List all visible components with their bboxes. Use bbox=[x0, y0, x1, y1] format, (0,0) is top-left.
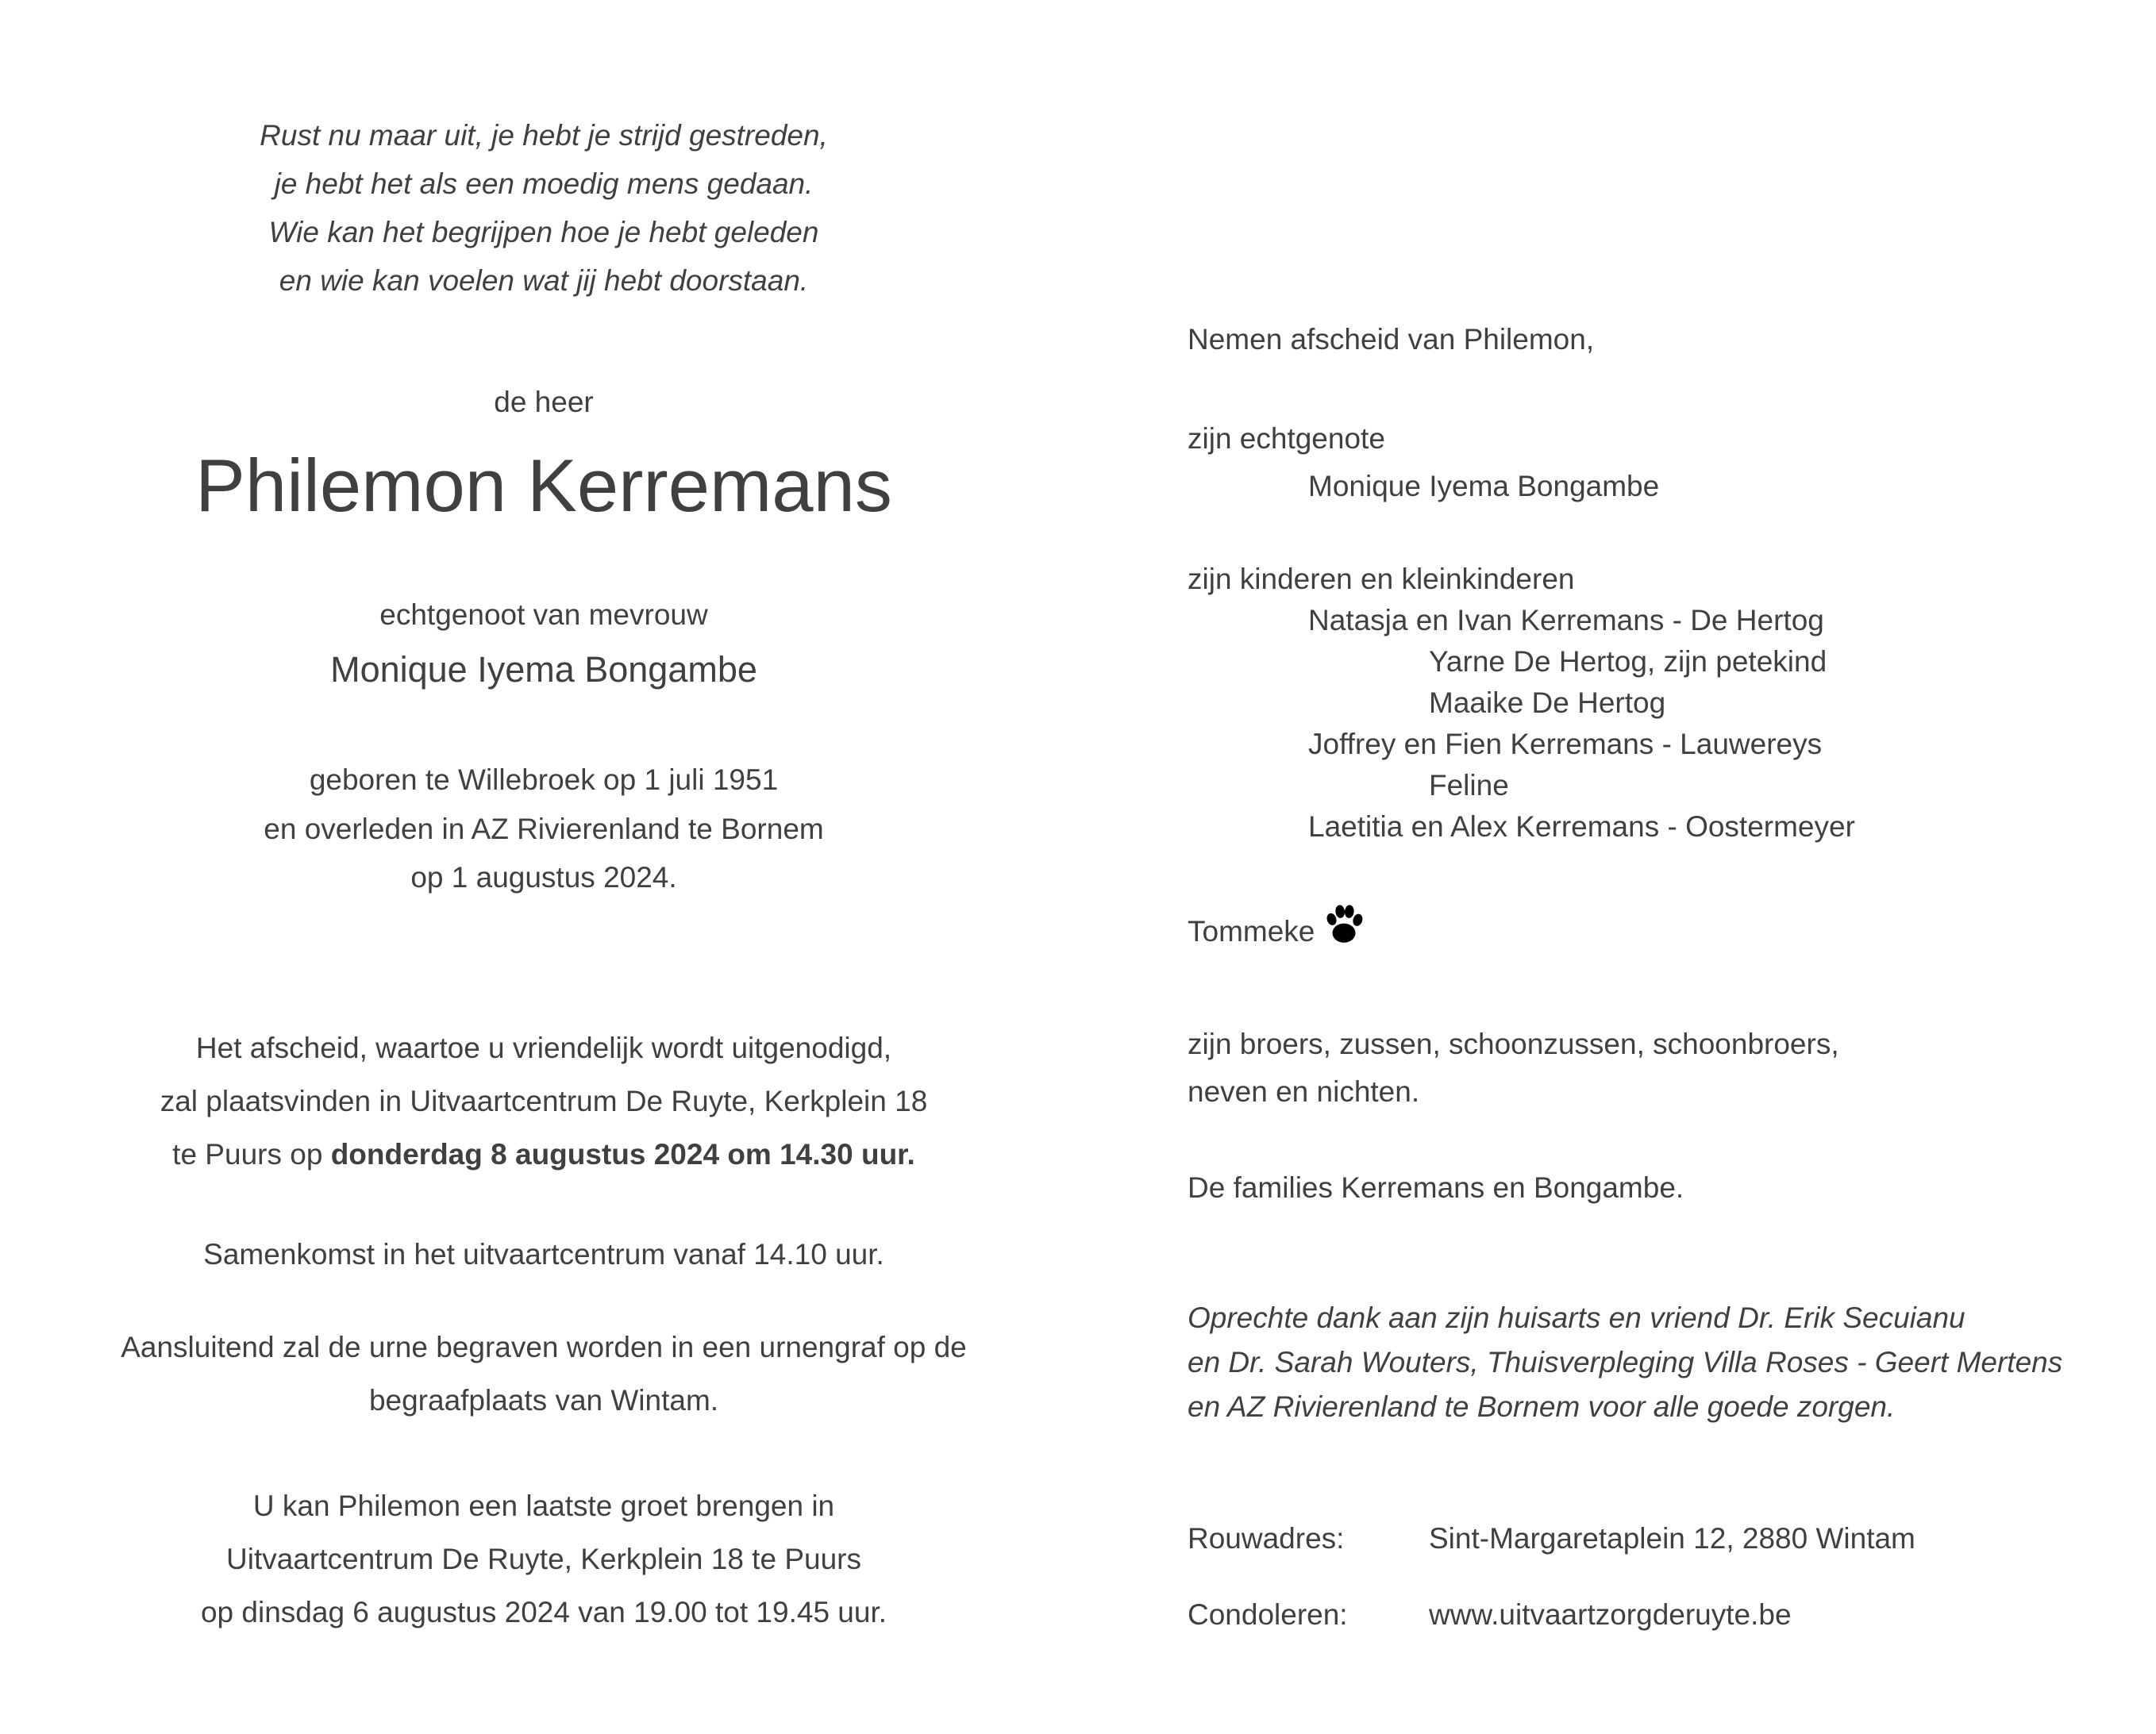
child-1: Natasja en Ivan Kerremans - De Hertog bbox=[1308, 604, 1824, 636]
child-2: Joffrey en Fien Kerremans - Lauwereys bbox=[1308, 728, 1823, 760]
grandchild-1: Yarne De Hertog, zijn petekind bbox=[1429, 645, 1827, 678]
thanks-line-1: Oprechte dank aan zijn huisarts en vriend Dr. Erik Secuianu bbox=[1188, 1301, 1965, 1334]
ceremony-line-3-prefix: te Puurs op bbox=[172, 1138, 331, 1171]
death-line: en overleden in AZ Rivierenland te Bornem bbox=[264, 813, 824, 845]
siblings-line-1: zijn broers, zussen, schoonzussen, schoonbroers, bbox=[1188, 1028, 1839, 1060]
condolence-website: www.uitvaartzorgderuyte.be bbox=[1429, 1598, 1792, 1631]
paw-icon bbox=[1321, 903, 1367, 956]
poem-line-1: Rust nu maar uit, je hebt je strijd gestreden, bbox=[260, 119, 828, 152]
gathering-line: Samenkomst in het uitvaartcentrum vanaf 14.10 uur. bbox=[203, 1238, 884, 1271]
burial-line-1: Aansluitend zal de urne begraven worden in een urnengraf op de bbox=[121, 1331, 967, 1363]
grandchild-2: Maaike De Hertog bbox=[1429, 686, 1666, 719]
honorific: de heer bbox=[494, 386, 594, 418]
children-label: zijn kinderen en kleinkinderen bbox=[1188, 563, 1575, 595]
mourners-intro: Nemen afscheid van Philemon, bbox=[1188, 323, 1595, 356]
families-line: De families Kerremans en Bongambe. bbox=[1188, 1171, 1684, 1204]
child-3: Laetitia en Alex Kerremans - Oostermeyer bbox=[1308, 810, 1855, 843]
ceremony-line-1: Het afscheid, waartoe u vriendelijk wordt uitgenodigd, bbox=[195, 1032, 892, 1064]
visit-line-3: op dinsdag 6 augustus 2024 van 19.00 tot 19.45 uur. bbox=[200, 1596, 887, 1628]
poem-line-3: Wie kan het begrijpen hoe je hebt geleden bbox=[268, 216, 819, 248]
grandchild-3: Feline bbox=[1429, 769, 1509, 802]
condolence-label: Condoleren: bbox=[1188, 1598, 1348, 1631]
address-label: Rouwadres: bbox=[1188, 1522, 1345, 1555]
thanks-line-3: en AZ Rivierenland te Bornem voor alle goede zorgen. bbox=[1188, 1390, 1896, 1423]
spouse-name: Monique Iyema Bongambe bbox=[330, 649, 757, 690]
thanks-line-2: en Dr. Sarah Wouters, Thuisverpleging Villa Roses - Geert Mertens bbox=[1188, 1346, 2063, 1378]
ceremony-datetime: donderdag 8 augustus 2024 om 14.30 uur. bbox=[330, 1138, 915, 1171]
pet-name: Tommeke bbox=[1188, 915, 1315, 948]
spouse-intro: echtgenoot van mevrouw bbox=[379, 598, 708, 631]
poem-line-4: en wie kan voelen wat jij hebt doorstaan. bbox=[279, 264, 809, 297]
pet-line bbox=[1188, 903, 1367, 956]
visit-line-1: U kan Philemon een laatste groet brengen in bbox=[252, 1490, 835, 1522]
mourner-spouse: Monique Iyema Bongambe bbox=[1308, 470, 1660, 502]
burial-line-2: begraafplaats van Wintam. bbox=[368, 1384, 719, 1417]
poem-line-2: je hebt het als een moedig mens gedaan. bbox=[274, 167, 814, 200]
birth-line: geboren te Willebroek op 1 juli 1951 bbox=[309, 763, 779, 796]
ceremony-line-3 bbox=[0, 1138, 1088, 1171]
visit-line-2: Uitvaartcentrum De Ruyte, Kerkplein 18 te Puurs bbox=[226, 1543, 861, 1575]
address-value: Sint-Margaretaplein 12, 2880 Wintam bbox=[1429, 1522, 1915, 1555]
ceremony-line-2: zal plaatsvinden in Uitvaartcentrum De Ruyte, Kerkplein 18 bbox=[160, 1085, 928, 1117]
deceased-name: Philemon Kerremans bbox=[195, 444, 892, 527]
siblings-line-2: neven en nichten. bbox=[1188, 1075, 1420, 1108]
spouse-label: zijn echtgenote bbox=[1188, 422, 1385, 455]
death-date: op 1 augustus 2024. bbox=[410, 861, 677, 894]
